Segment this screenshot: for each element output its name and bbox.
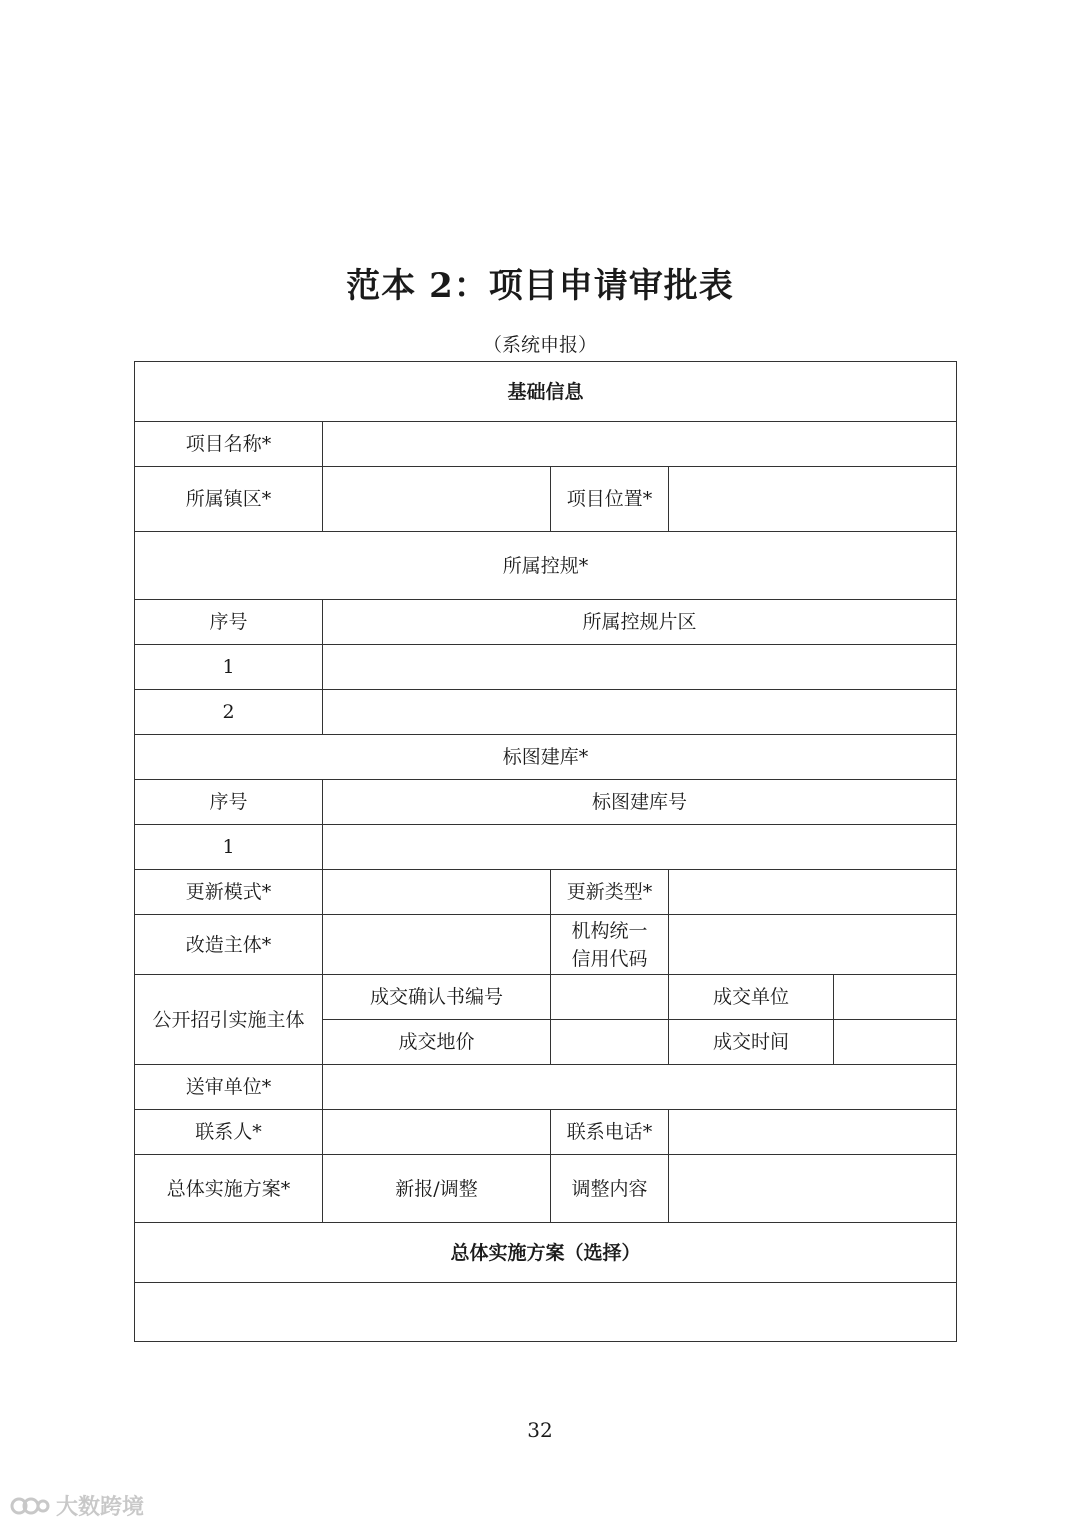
section-basic-info: 基础信息 (135, 362, 957, 422)
input-submit-unit[interactable] (323, 1065, 957, 1110)
label-renovation-subject: 改造主体* (135, 915, 323, 975)
application-form-table (134, 361, 957, 1342)
page-number: 32 (527, 1418, 553, 1442)
input-deal-time[interactable] (834, 1020, 957, 1065)
map-row-1-no: 1 (135, 825, 323, 870)
label-credit-code (551, 915, 669, 975)
header-control-plan-area: 所属控规片区 (323, 600, 957, 645)
input-deal-land-price[interactable] (551, 1020, 669, 1065)
label-town: 所属镇区* (135, 467, 323, 532)
label-deal-land-price: 成交地价 (323, 1020, 551, 1065)
label-contact-phone: 联系电话* (551, 1110, 669, 1155)
label-deal-unit: 成交单位 (669, 975, 834, 1020)
label-public-subject: 公开招引实施主体 (135, 975, 323, 1065)
label-deal-cert-no: 成交确认书编号 (323, 975, 551, 1020)
input-location[interactable] (669, 467, 957, 532)
credit-code-line-1: 机构统一 (571, 919, 648, 942)
label-project-name: 项目名称* (135, 422, 323, 467)
input-update-type[interactable] (669, 870, 957, 915)
label-update-type: 更新类型* (551, 870, 669, 915)
credit-code-line-2: 信用代码 (571, 947, 648, 970)
header-map-library-no: 标图建库号 (323, 780, 957, 825)
input-plan-select[interactable] (135, 1283, 957, 1342)
option-new-adjust[interactable]: 新报/调整 (323, 1155, 551, 1223)
input-town[interactable] (323, 467, 551, 532)
input-adjust-content[interactable] (669, 1155, 957, 1223)
input-deal-cert-no[interactable] (551, 975, 669, 1020)
label-map-library: 标图建库* (135, 735, 957, 780)
label-deal-time: 成交时间 (669, 1020, 834, 1065)
header-serial-no: 序号 (135, 600, 323, 645)
control-row-2-no: 2 (135, 690, 323, 735)
label-location: 项目位置* (551, 467, 669, 532)
label-overall-plan: 总体实施方案* (135, 1155, 323, 1223)
watermark-text: 大数跨境 (56, 1495, 145, 1520)
section-plan-select: 总体实施方案（选择） (135, 1223, 957, 1283)
input-project-name[interactable] (323, 422, 957, 467)
input-update-mode[interactable] (323, 870, 551, 915)
watermark (10, 1490, 144, 1521)
label-submit-unit: 送审单位* (135, 1065, 323, 1110)
document-title: 范本 2：项目申请审批表 (346, 266, 734, 306)
document-subtitle: （系统申报） (482, 334, 597, 356)
label-update-mode: 更新模式* (135, 870, 323, 915)
input-deal-unit[interactable] (834, 975, 957, 1020)
control-row-1-no: 1 (135, 645, 323, 690)
label-contact: 联系人* (135, 1110, 323, 1155)
input-control-area-1[interactable] (323, 645, 957, 690)
input-credit-code[interactable] (669, 915, 957, 975)
header-map-serial-no: 序号 (135, 780, 323, 825)
input-map-library-no-1[interactable] (323, 825, 957, 870)
input-contact-phone[interactable] (669, 1110, 957, 1155)
input-contact[interactable] (323, 1110, 551, 1155)
label-control-plan: 所属控规* (135, 532, 957, 600)
input-renovation-subject[interactable] (323, 915, 551, 975)
watermark-logo-icon (10, 1495, 50, 1517)
label-adjust-content: 调整内容 (551, 1155, 669, 1223)
input-control-area-2[interactable] (323, 690, 957, 735)
